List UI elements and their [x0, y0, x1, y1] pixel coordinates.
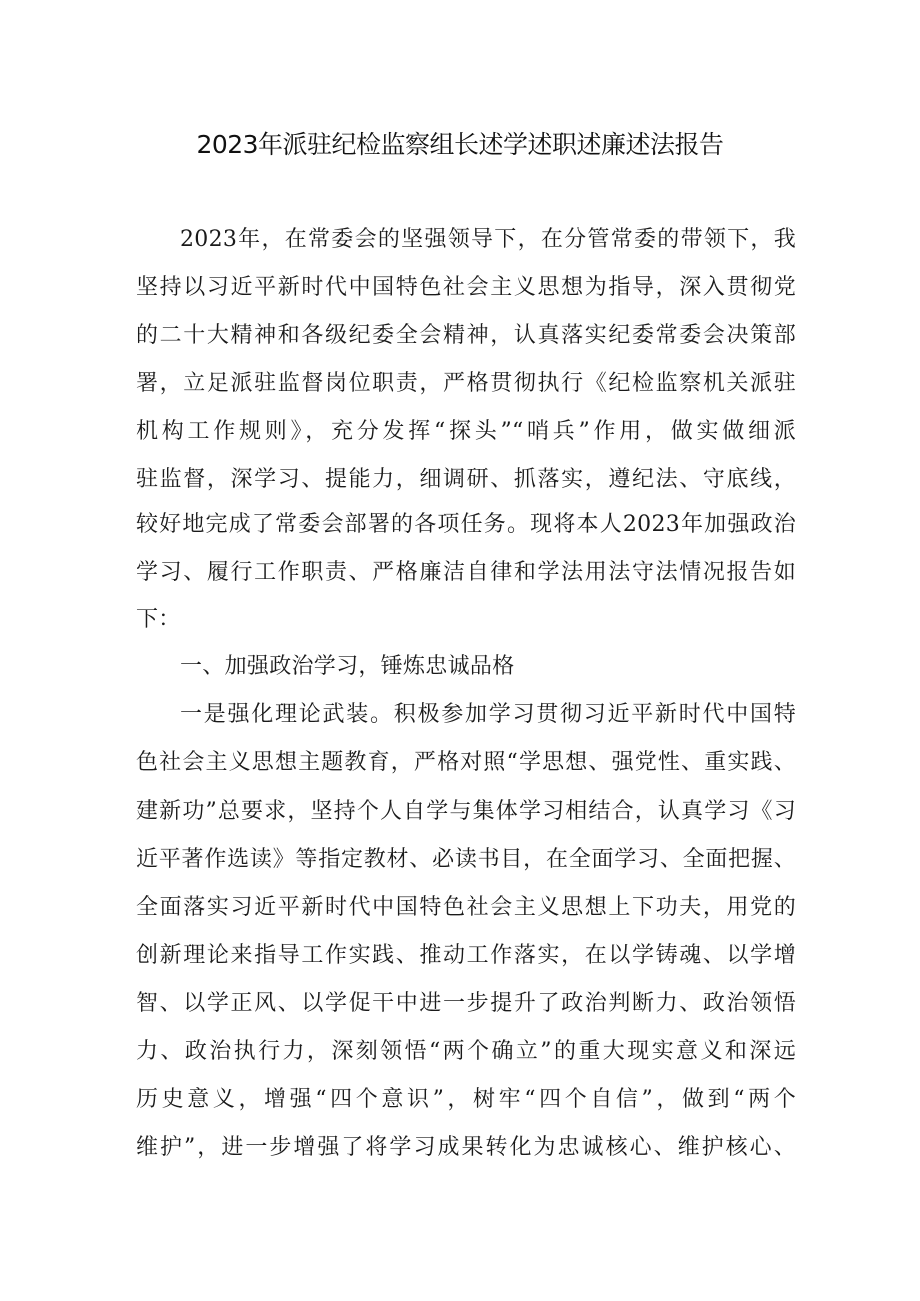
paragraph-line: 坚持以习近平新时代中国特色社会主义思想为指导，深入贯彻党	[136, 275, 796, 300]
paragraph-line: 创新理论来指导工作实践、推动工作落实，在以学铸魂、以学增	[136, 943, 796, 968]
document-title: 2023年派驻纪检监察组长述学述职述廉述法报告	[196, 130, 724, 159]
paragraph-line: 智、以学正风、以学促干中进一步提升了政治判断力、政治领悟	[136, 991, 796, 1016]
paragraph-line: 驻监督，深学习、提能力，细调研、抓落实，遵纪法、守底线，	[136, 467, 796, 492]
paragraph-line: 维护”，进一步增强了将学习成果转化为忠诚核心、维护核心、	[136, 1135, 796, 1160]
paragraph-line: 机构工作规则》，充分发挥“探头”“哨兵”作用，做实做细派	[136, 419, 796, 444]
section-heading: 一、加强政治学习，锤炼忠诚品格	[180, 654, 515, 679]
paragraph-line: 近平著作选读》等指定教材、必读书目，在全面学习、全面把握、	[136, 847, 796, 872]
paragraph-line: 力、政治执行力，深刻领悟“两个确立”的重大现实意义和深远	[136, 1039, 796, 1064]
paragraph-line: 色社会主义思想主题教育，严格对照“学思想、强党性、重实践、	[136, 750, 796, 775]
paragraph-line: 全面落实习近平新时代中国特色社会主义思想上下功夫，用党的	[136, 895, 796, 920]
paragraph-line: 署，立足派驻监督岗位职责，严格贯彻执行《纪检监察机关派驻	[136, 371, 796, 396]
paragraph-line: 一是强化理论武装。积极参加学习贯彻习近平新时代中国特	[180, 702, 796, 727]
paragraph-line: 的二十大精神和各级纪委全会精神，认真落实纪委常委会决策部	[136, 323, 796, 348]
paragraph-line: 较好地完成了常委会部署的各项任务。现将本人2023年加强政治	[136, 512, 796, 537]
paragraph-line: 建新功”总要求，坚持个人自学与集体学习相结合，认真学习《习	[136, 799, 796, 824]
paragraph-line: 学习、履行工作职责、严格廉洁自律和学法用法守法情况报告如	[136, 560, 796, 585]
paragraph-line: 历史意义，增强“四个意识”，树牢“四个自信”，做到“两个	[136, 1087, 796, 1112]
paragraph-line: 2023年，在常委会的坚强领导下，在分管常委的带领下，我	[180, 227, 796, 252]
paragraph-line: 下：	[136, 607, 181, 632]
